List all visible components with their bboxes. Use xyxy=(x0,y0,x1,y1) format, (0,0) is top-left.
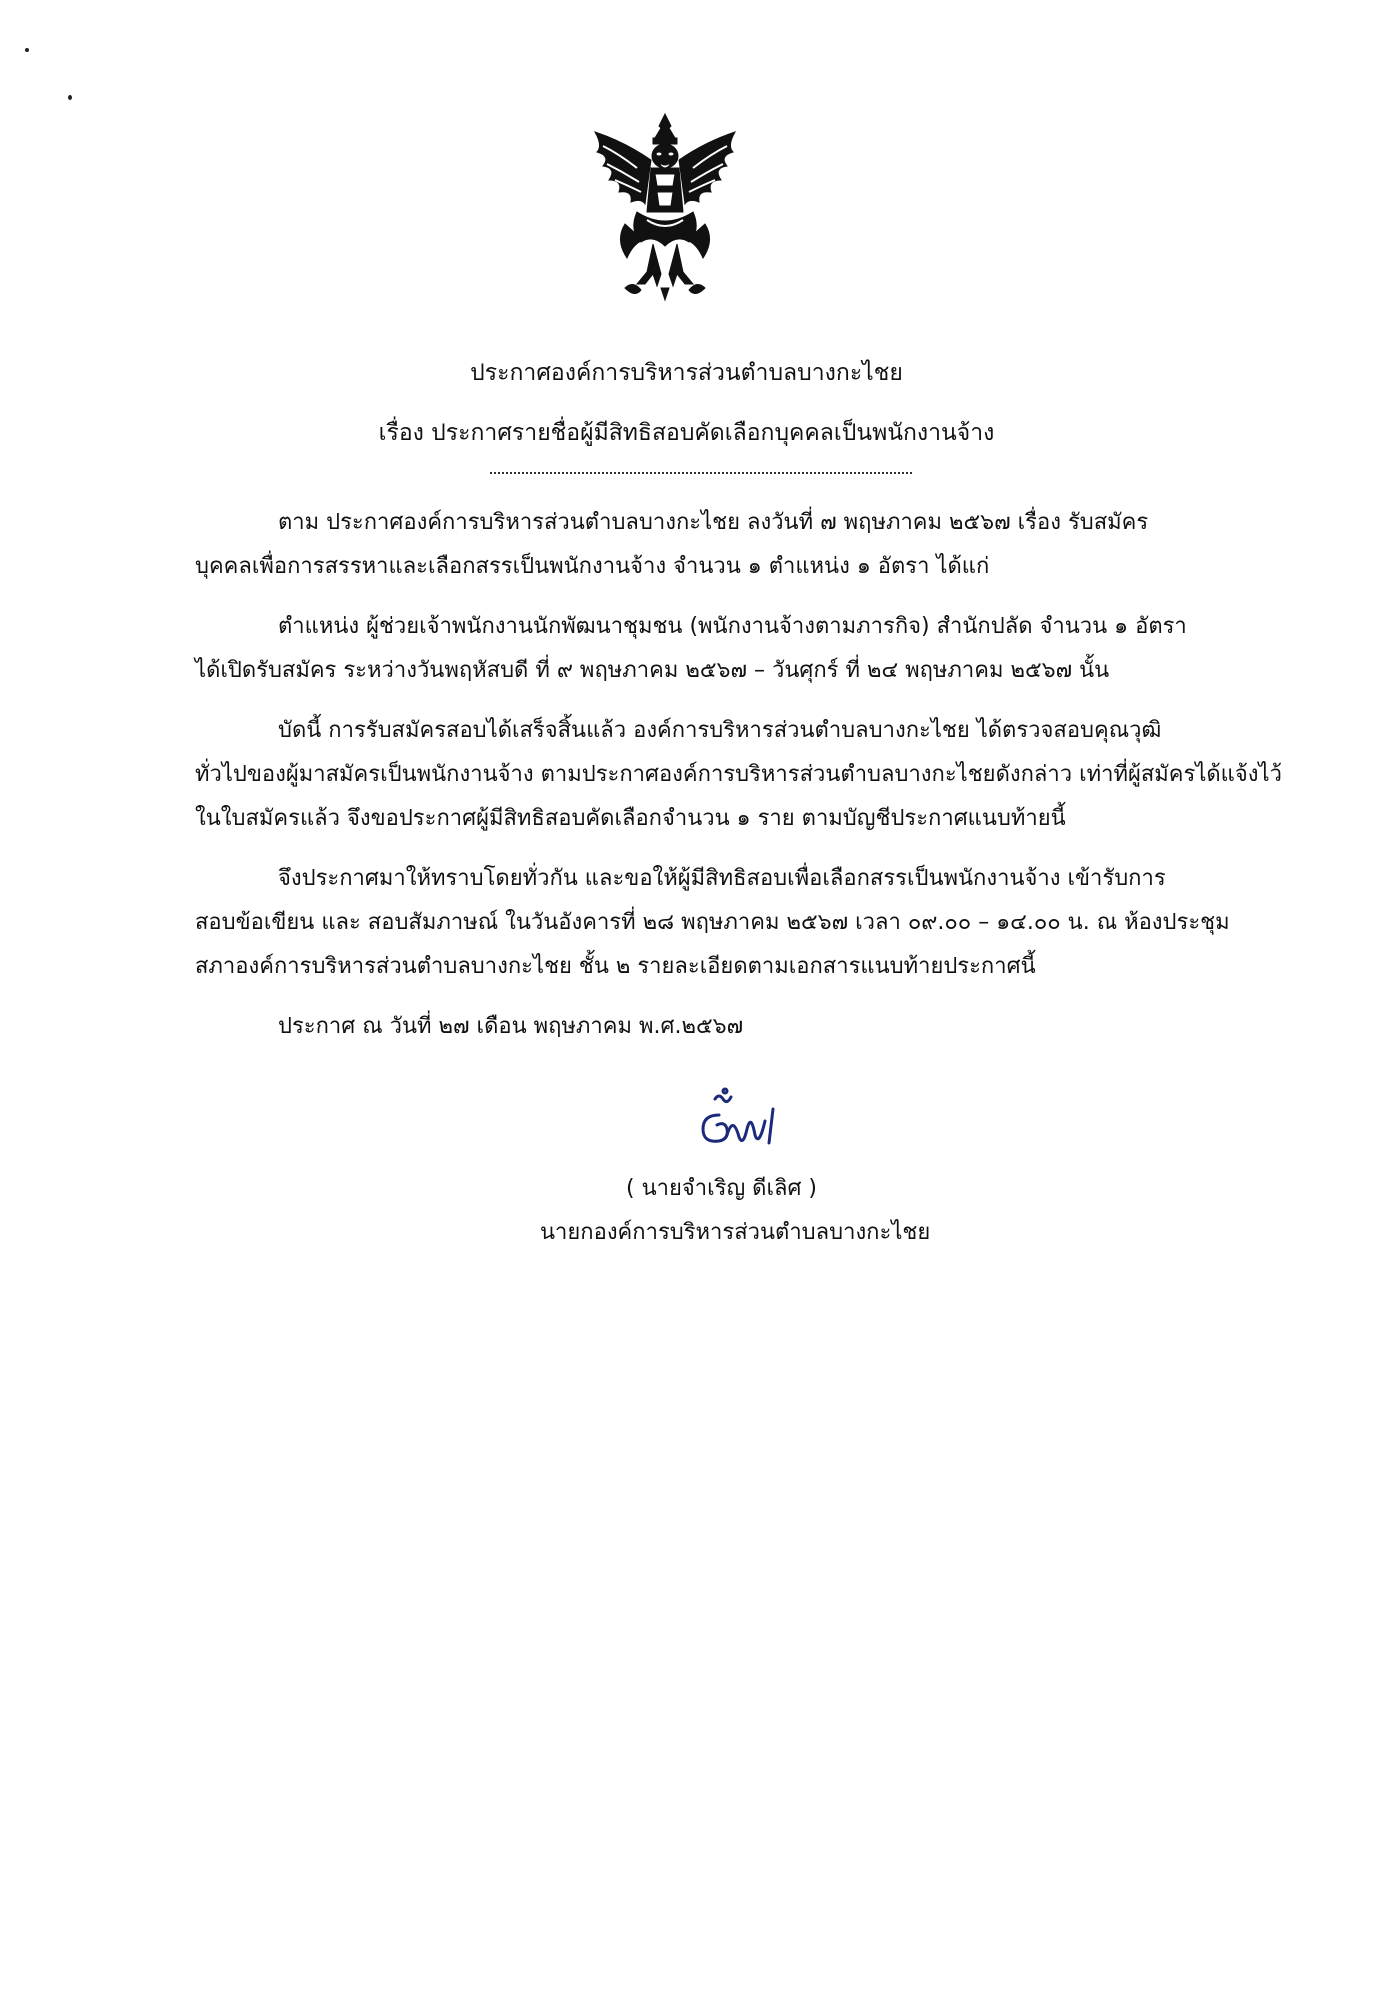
scan-speck xyxy=(25,48,29,52)
paragraph-4-line-1: จึงประกาศมาให้ทราบโดยทั่วกัน และขอให้ผู้มีสิทธิสอบเพื่อเลือกสรรเป็นพนักงานจ้าง เข้ารับการ xyxy=(278,866,1166,891)
paragraph-3-line-2: ทั่วไปของผู้มาสมัครเป็นพนักงานจ้าง ตามประกาศองค์การบริหารส่วนตำบลบางกะไชยดังกล่าว เท่าที่ผู้สมัครได้แจ้งไว้ xyxy=(195,762,1282,787)
paragraph-1-line-1: ตาม ประกาศองค์การบริหารส่วนตำบลบางกะไชย ลงวันที่ ๗ พฤษภาคม ๒๕๖๗ เรื่อง รับสมัคร xyxy=(278,510,1149,535)
announcement-date: ประกาศ ณ วันที่ ๒๗ เดือน พฤษภาคม พ.ศ.๒๕๖๗ xyxy=(278,1014,744,1039)
paragraph-1-line-2: บุคคลเพื่อการสรรหาและเลือกสรรเป็นพนักงานจ้าง จำนวน ๑ ตำแหน่ง ๑ อัตรา ได้แก่ xyxy=(195,554,990,579)
paragraph-4-line-3: สภาองค์การบริหารส่วนตำบลบางกะไชย ชั้น ๒ รายละเอียดตามเอกสารแนบท้ายประกาศนี้ xyxy=(195,954,1036,979)
paragraph-4-line-2: สอบข้อเขียน และ สอบสัมภาษณ์ ในวันอังคารที่ ๒๘ พฤษภาคม ๒๕๖๗ เวลา ๐๙.๐๐ – ๑๔.๐๐ น. ณ ห้องประชุม xyxy=(195,910,1230,935)
garuda-emblem-icon xyxy=(585,112,745,302)
announcement-subject: เรื่อง ประกาศรายชื่อผู้มีสิทธิสอบคัดเลือกบุคคลเป็นพนักงานจ้าง xyxy=(378,420,995,446)
paragraph-2-line-2: ได้เปิดรับสมัคร ระหว่างวันพฤหัสบดี ที่ ๙ พฤษภาคม ๒๕๖๗ – วันศุกร์ ที่ ๒๔ พฤษภาคม ๒๕๖๗ นั้น xyxy=(195,658,1110,683)
paragraph-3-line-3: ในใบสมัครแล้ว จึงขอประกาศผู้มีสิทธิสอบคัดเลือกจำนวน ๑ ราย ตามบัญชีประกาศแนบท้ายนี้ xyxy=(195,806,1066,831)
paragraph-2-line-1: ตำแหน่ง ผู้ช่วยเจ้าพนักงานนักพัฒนาชุมชน (พนักงานจ้างตามภารกิจ) สำนักปลัด จำนวน ๑ อัตรา xyxy=(278,614,1187,639)
signatory-name: ( นายจำเริญ ดีเลิศ ) xyxy=(626,1176,818,1201)
paragraph-3-line-1: บัดนี้ การรับสมัครสอบได้เสร็จสิ้นแล้ว องค์การบริหารส่วนตำบลบางกะไชย ได้ตรวจสอบคุณวุฒิ xyxy=(278,718,1162,743)
scan-speck xyxy=(68,95,72,100)
dotted-divider xyxy=(490,472,912,474)
handwritten-signature-icon xyxy=(685,1085,805,1155)
announcement-title: ประกาศองค์การบริหารส่วนตำบลบางกะไชย xyxy=(470,360,903,386)
signatory-position: นายกองค์การบริหารส่วนตำบลบางกะไชย xyxy=(540,1220,931,1245)
